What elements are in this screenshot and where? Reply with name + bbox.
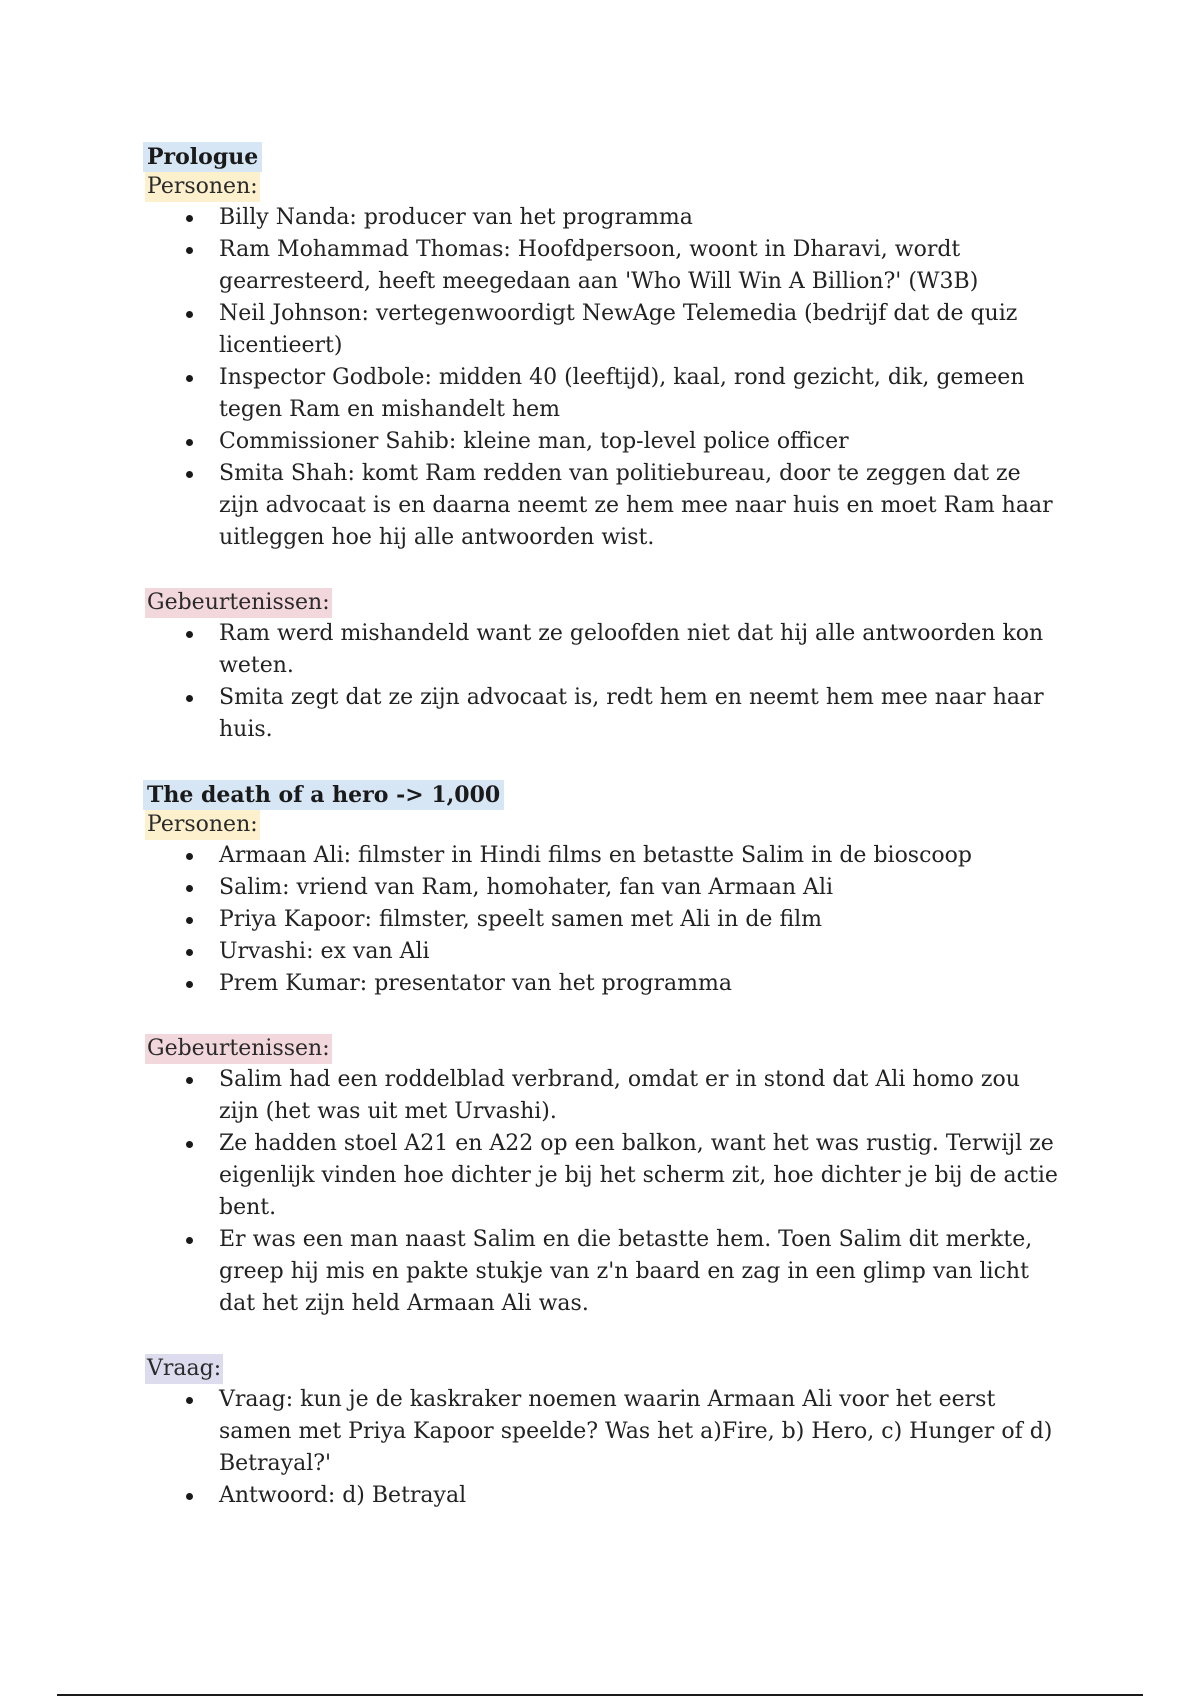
list-item: Er was een man naast Salim en die betastte hem. Toen Salim dit merkte, greep hij mis en pakte stukje van z'n baard en zag in een glimp van licht dat het zijn held Armaan Ali was. [146,1224,1066,1320]
list-item: Salim: vriend van Ram, homohater, fan van Armaan Ali [146,872,1066,904]
list-item: Prem Kumar: presentator van het programma [146,968,1066,1000]
list-item: Inspector Godbole: midden 40 (leeftijd), kaal, rond gezicht, dik, gemeen tegen Ram en mishandelt hem [146,362,1066,426]
list-item: Vraag: kun je de kaskraker noemen waarin Armaan Ali voor het eerst samen met Priya Kapoor speelde? Was het a)Fire, b) Hero, c) Hunger of d) Betrayal?' [146,1384,1066,1480]
section-title: The death of a hero -> 1,000 [143,780,504,810]
list-item: Ram Mohammad Thomas: Hoofdpersoon, woont in Dharavi, wordt gearresteerd, heeft meegedaan aan 'Who Will Win A Billion?' (W3B) [146,234,1066,298]
document-page [146,142,1066,1512]
list-item: Ze hadden stoel A21 en A22 op een balkon, want het was rustig. Terwijl ze eigenlijk vinden hoe dichter je bij het scherm zit, hoe dichter je bij de actie bent. [146,1128,1066,1224]
list-item: Commissioner Sahib: kleine man, top-level police officer [146,426,1066,458]
gebeurtenissen-label: Gebeurtenissen: [145,1034,332,1064]
list-item: Antwoord: d) Betrayal [146,1480,1066,1512]
section-title: Prologue [143,142,262,172]
personen-list [146,840,1066,1000]
list-item: Salim had een roddelblad verbrand, omdat er in stond dat Ali homo zou zijn (het was uit met Urvashi). [146,1064,1066,1128]
personen-list [146,202,1066,554]
section-death-of-a-hero [146,780,1066,1512]
list-item: Smita Shah: komt Ram redden van politiebureau, door te zeggen dat ze zijn advocaat is en daarna neemt ze hem mee naar huis en moet Ram haar uitleggen hoe hij alle antwoorden wist. [146,458,1066,554]
personen-label: Personen: [145,810,260,840]
list-item: Urvashi: ex van Ali [146,936,1066,968]
gebeurtenissen-label: Gebeurtenissen: [145,588,332,618]
list-item: Priya Kapoor: filmster, speelt samen met Ali in de film [146,904,1066,936]
list-item: Smita zegt dat ze zijn advocaat is, redt hem en neemt hem mee naar haar huis. [146,682,1066,746]
gebeurtenissen-list [146,1064,1066,1320]
vraag-list [146,1384,1066,1512]
section-prologue [146,142,1066,746]
list-item: Ram werd mishandeld want ze geloofden niet dat hij alle antwoorden kon weten. [146,618,1066,682]
list-item: Armaan Ali: filmster in Hindi films en betastte Salim in de bioscoop [146,840,1066,872]
list-item: Billy Nanda: producer van het programma [146,202,1066,234]
personen-label: Personen: [145,172,260,202]
gebeurtenissen-list [146,618,1066,746]
list-item: Neil Johnson: vertegenwoordigt NewAge Telemedia (bedrijf dat de quiz licentieert) [146,298,1066,362]
bottom-divider [57,1694,1143,1696]
vraag-label: Vraag: [145,1354,223,1384]
